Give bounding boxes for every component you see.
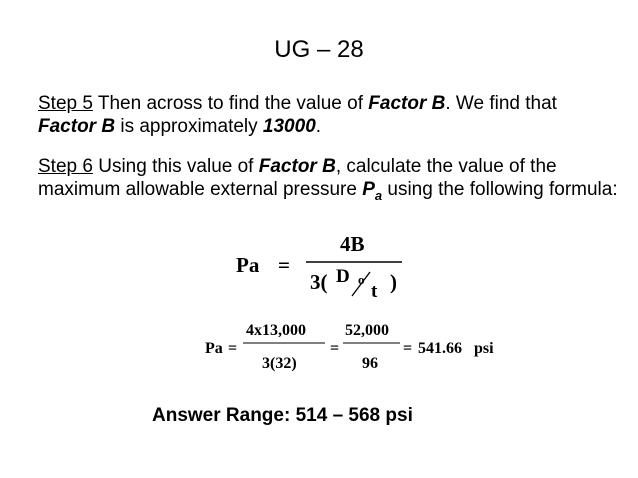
svg-text:): )	[390, 270, 397, 294]
formula1-eq: =	[278, 253, 290, 277]
formula2-numerator1: 4x13,000	[246, 322, 306, 339]
formula1-lhs: Pa	[236, 253, 260, 277]
formula1-numerator: 4B	[340, 232, 365, 256]
step5-label: Step 5	[38, 93, 93, 114]
page-title: UG – 28	[274, 36, 364, 63]
svg-text:o: o	[358, 272, 365, 287]
formula2-numerator2: 52,000	[345, 322, 389, 339]
formula2-result: 541.66	[418, 340, 462, 357]
formula2-denominator1: 3(32)	[262, 355, 297, 372]
step6-paragraph: Step 6 Using this value of Factor B, calculate the value of the maximum allowable external pressure $P_a$ using the following formula:	[38, 156, 618, 203]
formula2-denominator2: 96	[362, 355, 378, 372]
formula2-unit: psi	[474, 340, 494, 357]
svg-text:3(: 3(	[310, 270, 328, 294]
svg-text:=: =	[228, 340, 238, 357]
svg-text:=: =	[330, 340, 340, 357]
formula2-lhs: Pa	[205, 340, 223, 357]
factor-b-value: 13000	[262, 116, 316, 137]
formula1-d: D	[336, 266, 350, 287]
svg-text:=: =	[403, 340, 413, 357]
answer-range: Answer Range: 514 – 568 psi	[152, 405, 413, 426]
step6-label: Step 6	[38, 156, 93, 177]
svg-text:t: t	[371, 281, 378, 302]
step5-paragraph: Step 5 Then across to find the value of Factor B. We find that Factor B is approximately 13000.	[38, 93, 557, 137]
